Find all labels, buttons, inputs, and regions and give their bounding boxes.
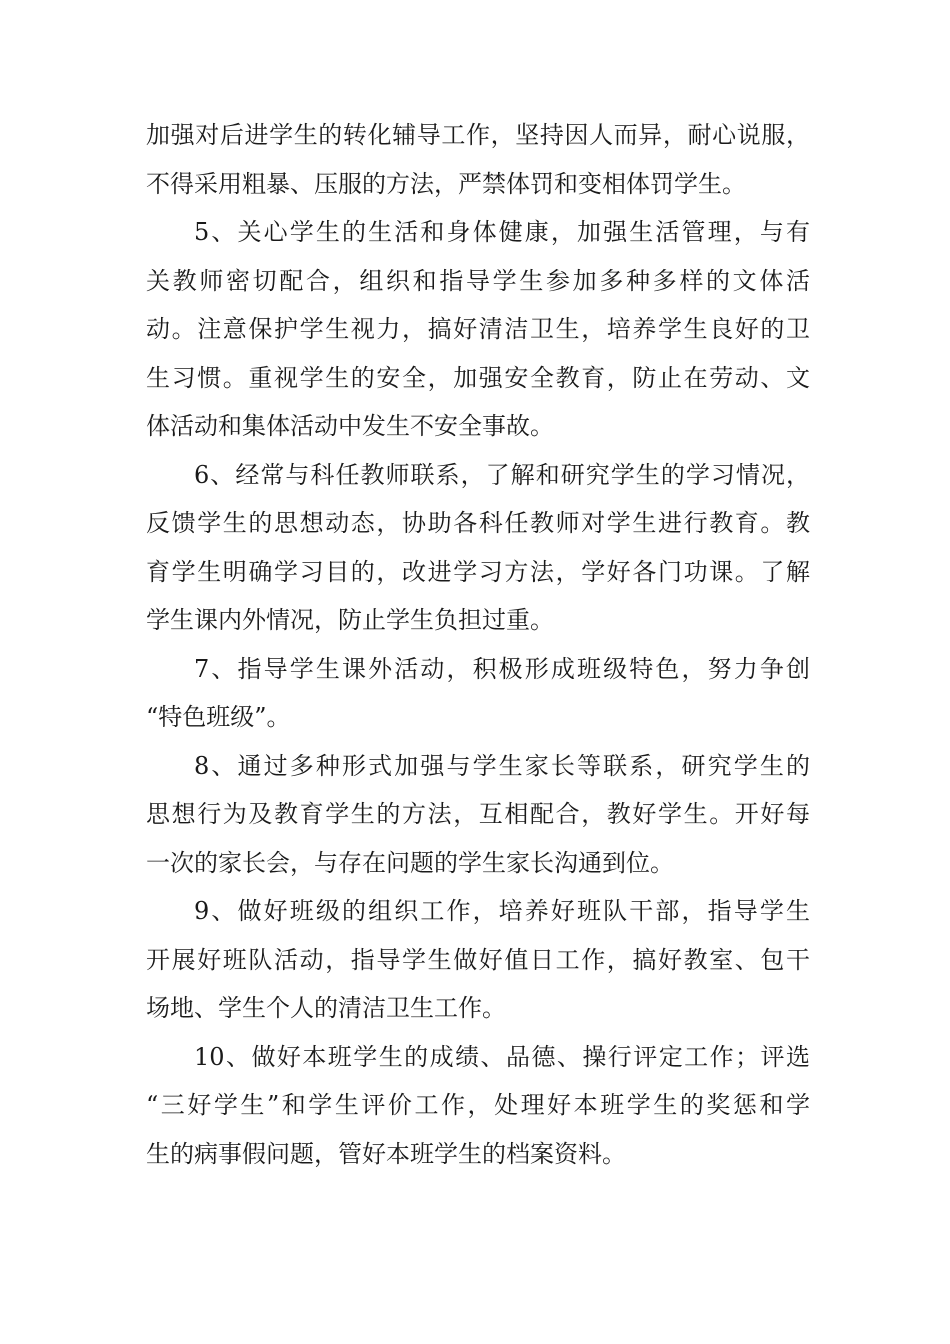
paragraph-9-line: 9、做好班级的组织工作，培养好班队干部，指导学生 (194, 897, 810, 925)
text-line: 场地、学生个人的清洁卫生工作。 (146, 994, 506, 1022)
text-line: 思想行为及教育学生的方法，互相配合，教好学生。开好每 (146, 800, 810, 828)
text-line: 学生课内外情况，防止学生负担过重。 (146, 606, 554, 634)
text-line: 开展好班队活动，指导学生做好值日工作，搞好教室、包干 (146, 945, 810, 974)
text-line: 动。注意保护学生视力，搞好清洁卫生，培养学生良好的卫 (146, 315, 810, 343)
text-line: 关教师密切配合，组织和指导学生参加多种多样的文体活 (146, 266, 810, 295)
text-line: “三好学生”和学生评价工作，处理好本班学生的奖惩和学 (146, 1091, 810, 1119)
paragraph-8-line: 8、通过多种形式加强与学生家长等联系，研究学生的 (194, 751, 810, 780)
text-line: 加强对后进学生的转化辅导工作，坚持因人而异，耐心说服， (146, 121, 810, 149)
text-line: 不得采用粗暴、压服的方法，严禁体罚和变相体罚学生。 (146, 169, 746, 198)
text-line: 一次的家长会，与存在问题的学生家长沟通到位。 (146, 848, 674, 877)
paragraph-10-line: 10、做好本班学生的成绩、品德、操行评定工作；评选 (194, 1042, 810, 1071)
paragraph-5-line: 5、关心学生的生活和身体健康，加强生活管理，与有 (194, 218, 810, 246)
text-line: “特色班级”。 (146, 703, 291, 731)
text-line: 生的病事假问题，管好本班学生的档案资料。 (146, 1139, 626, 1168)
paragraph-6-line: 6、经常与科任教师联系，了解和研究学生的学习情况， (194, 460, 810, 489)
paragraph-7-line: 7、指导学生课外活动，积极形成班级特色，努力争创 (194, 654, 810, 683)
text-line: 生习惯。重视学生的安全，加强安全教育，防止在劳动、文 (146, 363, 810, 392)
text-line: 反馈学生的思想动态，协助各科任教师对学生进行教育。教 (146, 509, 810, 537)
text-line: 育学生明确学习目的，改进学习方法，学好各门功课。了解 (146, 557, 810, 586)
body-text (146, 111, 810, 1178)
text-line: 体活动和集体活动中发生不安全事故。 (146, 412, 554, 440)
